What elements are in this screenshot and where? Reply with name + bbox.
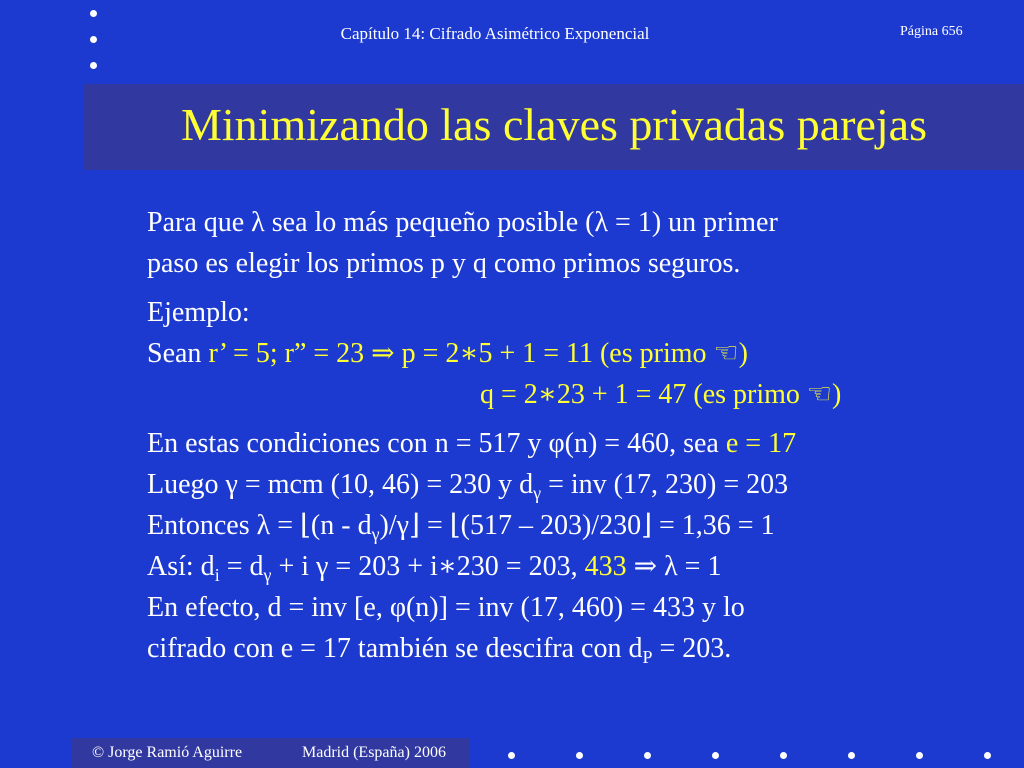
page-number: Página 656	[900, 24, 963, 39]
luego-rest: = inv (17, 230) = 203	[541, 469, 789, 500]
conditions-text: En estas condiciones con n = 517 y φ(n) = 460, sea	[147, 428, 726, 459]
entonces-text: Entonces λ = ⌊(n - d	[147, 510, 372, 541]
decorative-dots-left	[90, 10, 97, 88]
luego-text: Luego γ = mcm (10, 46) = 230 y d	[147, 469, 534, 500]
dot-3	[90, 62, 97, 69]
bottom-dot	[984, 752, 991, 759]
entonces-rest: )/γ⌋ = ⌊(517 – 203)/230⌋ = 1,36 = 1	[379, 510, 775, 541]
subscript-i: i	[214, 565, 220, 585]
footer-bar	[72, 738, 470, 768]
asi-text: Así: d	[147, 551, 215, 582]
chapter-header: Capítulo 14: Cifrado Asimétrico Exponencial	[340, 24, 650, 43]
subscript-gamma: γ	[371, 524, 380, 544]
exponent-e: e = 17	[725, 428, 797, 459]
paragraph-2-line-2	[147, 464, 1007, 505]
bottom-dot	[712, 752, 719, 759]
paragraph-2-line-6	[147, 628, 1007, 669]
asi-equals: = d	[219, 551, 264, 582]
value-433: 433	[584, 551, 627, 582]
place-date: Madrid (España) 2006	[302, 744, 446, 761]
title-bar	[84, 84, 1024, 170]
slide-title: Minimizando las claves privadas parejas	[181, 99, 927, 150]
bottom-dot	[508, 752, 515, 759]
example-line-2: q = 2∗23 + 1 = 47 (es primo ☜)	[480, 379, 842, 410]
asi-formula: + i γ = 203 + i∗230 = 203,	[271, 551, 585, 582]
bottom-dot	[848, 752, 855, 759]
paragraph-2-line-1	[147, 423, 1007, 464]
cifrado-rest: = 203.	[652, 633, 732, 664]
paragraph-1-line-2: paso es elegir los primos p y q como primos seguros.	[147, 248, 741, 279]
cifrado-text: cifrado con e = 17 también se descifra con d	[147, 633, 643, 664]
subscript-gamma: γ	[263, 565, 272, 585]
slide-content	[147, 202, 1007, 669]
example-sean: Sean	[147, 338, 209, 369]
example-label: Ejemplo:	[147, 297, 250, 328]
subscript-p: P	[642, 647, 653, 667]
example-line-1	[147, 333, 1007, 374]
subscript-gamma: γ	[533, 483, 542, 503]
copyright-text: © Jorge Ramió Aguirre	[92, 744, 243, 761]
dot-1	[90, 10, 97, 17]
bottom-dot	[644, 752, 651, 759]
paragraph-2-line-4	[147, 546, 1007, 587]
bottom-dot	[780, 752, 787, 759]
paragraph-1-line-1: Para que λ sea lo más pequeño posible (λ = 1) un primer	[147, 207, 778, 238]
paragraph-2-line-5: En efecto, d = inv [e, φ(n)] = inv (17, 460) = 433 y lo	[147, 592, 745, 623]
bottom-dot	[576, 752, 583, 759]
bottom-dot	[916, 752, 923, 759]
paragraph-2-line-3	[147, 505, 1007, 546]
asi-result: ⇒ λ = 1	[626, 551, 722, 582]
example-primes-p: r’ = 5; r” = 23 ⇒ p = 2∗5 + 1 = 11 (es primo ☜)	[208, 338, 748, 369]
